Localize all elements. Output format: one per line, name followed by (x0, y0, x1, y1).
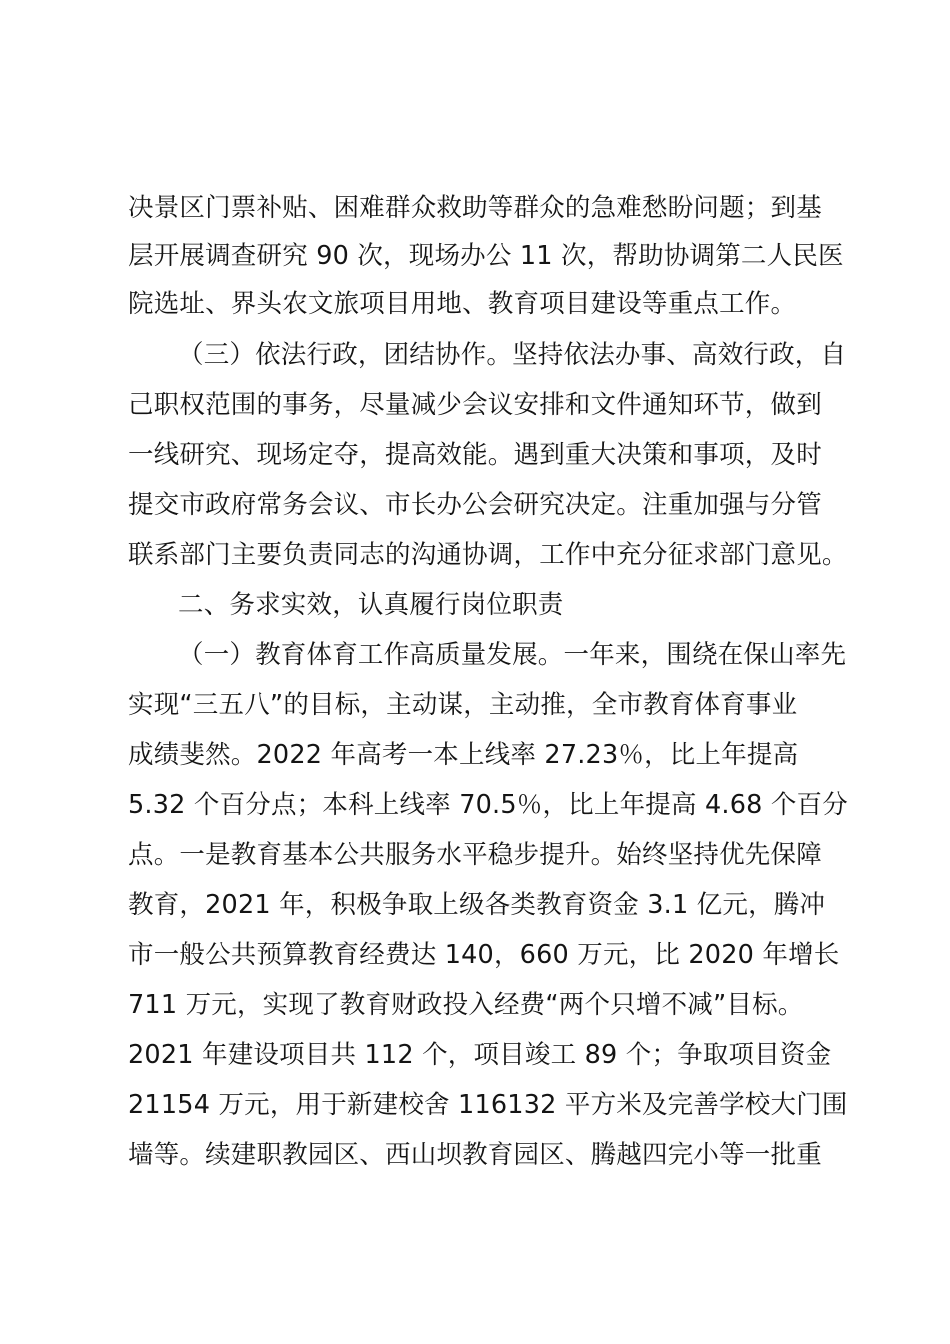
body-text-line: 决景区门票补贴、困难群众救助等群众的急难愁盼问题；到基 (128, 193, 822, 223)
body-text-line: 5.32 个百分点；本科上线率 70.5％，比上年提高 4.68 个百分 (128, 790, 848, 820)
body-text-line: 墙等。续建职教园区、西山坝教育园区、腾越四完小等一批重 (128, 1140, 822, 1170)
body-text-line: 点。一是教育基本公共服务水平稳步提升。始终坚持优先保障 (128, 840, 822, 870)
body-text-line: 实现“三五八”的目标，主动谋，主动推，全市教育体育事业 (128, 690, 798, 720)
body-text-line: 联系部门主要负责同志的沟通协调，工作中充分征求部门意见。 (128, 540, 848, 570)
body-text-line: 教育，2021 年，积极争取上级各类教育资金 3.1 亿元，腾冲 (128, 890, 826, 920)
body-text-line: 21154 万元，用于新建校舍 116132 平方米及完善学校大门围 (128, 1090, 848, 1120)
body-text-line: 一线研究、现场定夺，提高效能。遇到重大决策和事项，及时 (128, 440, 822, 470)
body-text-line: 市一般公共预算教育经费达 140，660 万元，比 2020 年增长 (128, 940, 840, 970)
body-text-line: 层开展调查研究 90 次，现场办公 11 次，帮助协调第二人民医 (128, 241, 844, 271)
body-text-line: 院选址、界头农文旅项目用地、教育项目建设等重点工作。 (128, 289, 797, 319)
body-text-line: 711 万元，实现了教育财政投入经费“两个只增不减”目标。 (128, 990, 804, 1020)
body-text-line: 2021 年建设项目共 112 个，项目竣工 89 个；争取项目资金 (128, 1040, 832, 1070)
body-text-line: 己职权范围的事务，尽量减少会议安排和文件通知环节，做到 (128, 390, 822, 420)
paragraph-1-first-line: （一）教育体育工作高质量发展。一年来，围绕在保山率先 (178, 640, 847, 670)
paragraph-3-first-line: （三）依法行政，团结协作。坚持依法办事、高效行政，自 (178, 340, 847, 370)
section-heading: 二、务求实效，认真履行岗位职责 (178, 590, 564, 620)
body-text-line: 提交市政府常务会议、市长办公会研究决定。注重加强与分管 (128, 490, 822, 520)
body-text-line: 成绩斐然。2022 年高考一本上线率 27.23％，比上年提高 (128, 740, 799, 770)
